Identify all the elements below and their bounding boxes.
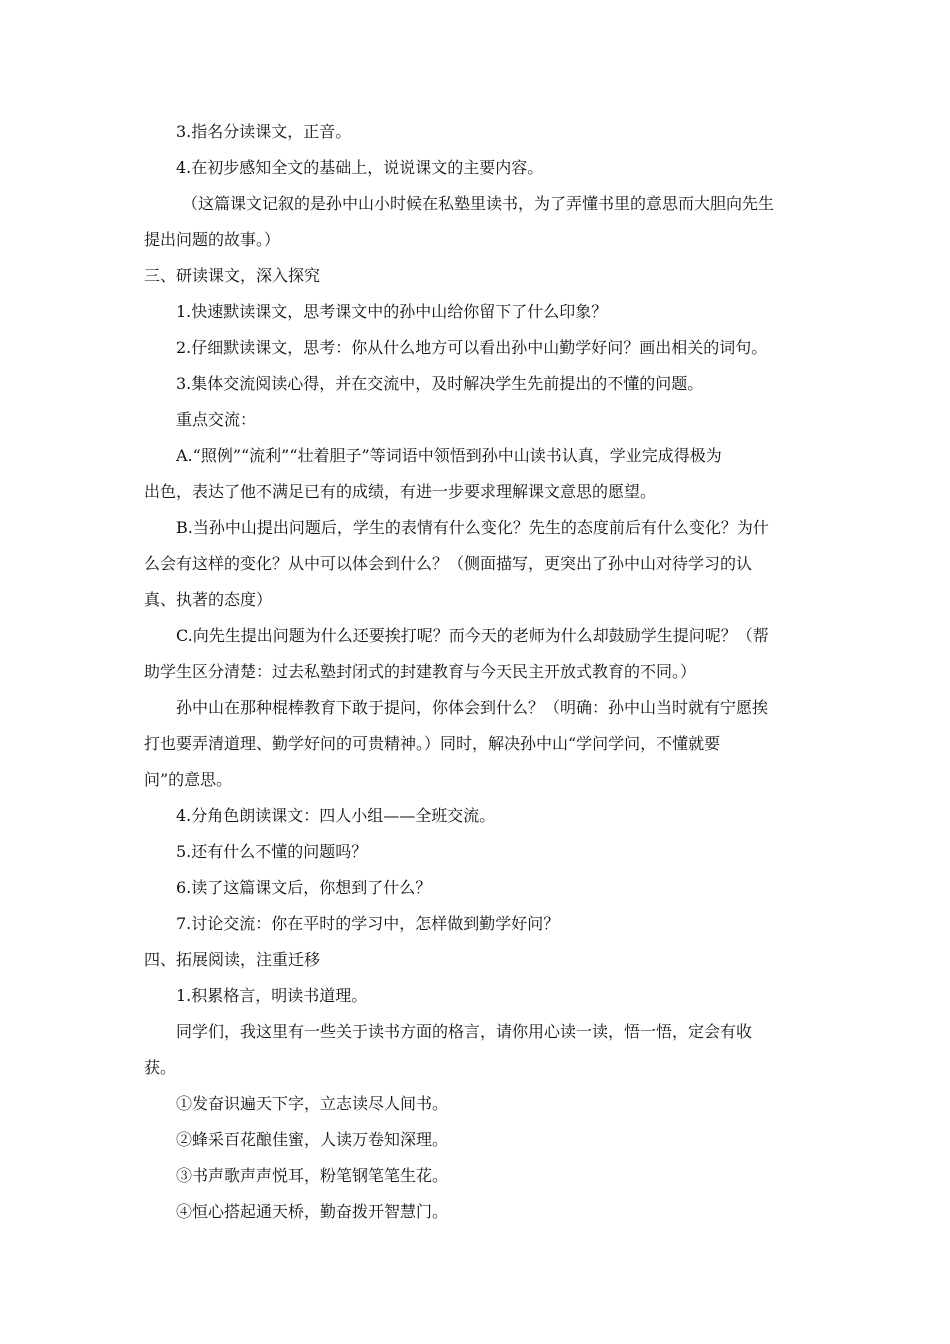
text-line: 出色，表达了他不满足已有的成绩，有进一步要求理解课文意思的愿望。 <box>144 482 657 501</box>
text-line: 1.快速默读课文，思考课文中的孙中山给你留下了什么印象？ <box>176 302 608 321</box>
text-line: 打也要弄清道理、勤学好问的可贵精神。）同时，解决孙中山“学问学问，不懂就要 <box>144 734 721 753</box>
text-line: 6.读了这篇课文后，你想到了什么？ <box>176 878 432 897</box>
text-line: 3.指名分读课文，正音。 <box>176 122 352 141</box>
section-heading: 四、拓展阅读，注重迁移 <box>144 950 321 969</box>
text-line: 重点交流： <box>176 410 257 429</box>
text-line: 么会有这样的变化？从中可以体会到什么？（侧面描写，更突出了孙中山对待学习的认 <box>144 554 753 573</box>
text-line: （这篇课文记叙的是孙中山小时候在私塾里读书，为了弄懂书里的意思而大胆向先生 <box>182 194 775 213</box>
text-line: 5.还有什么不懂的问题吗？ <box>176 842 368 861</box>
text-line: ①发奋识遍天下字，立志读尽人间书。 <box>176 1094 449 1113</box>
text-line: ②蜂采百花酿佳蜜，人读万卷知深理。 <box>176 1130 449 1149</box>
text-line: 7.讨论交流：你在平时的学习中，怎样做到勤学好问？ <box>176 914 560 933</box>
text-line: 孙中山在那种棍棒教育下敢于提问，你体会到什么？（明确：孙中山当时就有宁愿挨 <box>176 698 769 717</box>
text-line: 4.在初步感知全文的基础上，说说课文的主要内容。 <box>176 158 544 177</box>
document-body <box>144 114 804 1230</box>
text-line: B.当孙中山提出问题后，学生的表情有什么变化？先生的态度前后有什么变化？为什 <box>176 518 769 537</box>
text-line: 1.积累格言，明读书道理。 <box>176 986 368 1005</box>
text-line: 真、执著的态度） <box>144 590 273 609</box>
text-line: 获。 <box>144 1058 177 1077</box>
text-line: ③书声歌声声悦耳，粉笔钢笔笔生花。 <box>176 1166 449 1185</box>
text-line: 4.分角色朗读课文：四人小组——全班交流。 <box>176 806 496 825</box>
text-line: 问”的意思。 <box>144 770 233 789</box>
text-line: ④恒心搭起通天桥，勤奋拨开智慧门。 <box>176 1202 449 1221</box>
text-line: 提出问题的故事。） <box>144 230 281 249</box>
text-line: A.“照例”“流利”“壮着胆子”等词语中领悟到孙中山读书认真，学业完成得极为 <box>176 446 722 465</box>
text-line: 助学生区分清楚：过去私塾封闭式的封建教育与今天民主开放式教育的不同。） <box>144 662 697 681</box>
text-line: 3.集体交流阅读心得，并在交流中，及时解决学生先前提出的不懂的问题。 <box>176 374 704 393</box>
text-line: 2.仔细默读课文，思考：你从什么地方可以看出孙中山勤学好问？画出相关的词句。 <box>176 338 768 357</box>
section-heading: 三、研读课文，深入探究 <box>144 266 321 285</box>
text-line: C.向先生提出问题为什么还要挨打呢？而今天的老师为什么却鼓励学生提问呢？（帮 <box>176 626 769 645</box>
text-line: 同学们，我这里有一些关于读书方面的格言，请你用心读一读，悟一悟，定会有收 <box>176 1022 753 1041</box>
